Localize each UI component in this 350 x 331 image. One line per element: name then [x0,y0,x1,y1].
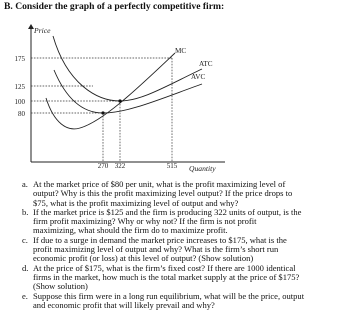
atc-label: ATC [199,60,213,68]
quantity-reference-lines [103,58,172,162]
mc-atc-minimum-point [118,99,121,102]
price-tick-175: 175 [14,55,25,63]
question-line: firms in the market, how much is the total market supply at the price of $175? [33,271,300,282]
question-line: $75, what is the profit maximizing level of output and why? [33,197,239,208]
mc-label: MC [175,47,187,55]
question-a-letter: a. [22,179,28,189]
question-line: If the market price is $125 and the firm is producing 322 units of output, is the [33,206,302,217]
mc-avc-minimum-point [101,111,104,114]
question-line: output? Why is this the profit maximizing level output? If the price drops to [33,188,293,199]
avc-curve [54,70,202,113]
atc-curve [53,36,202,101]
avc-label: AVC [191,73,206,81]
price-tick-80: 80 [18,110,25,118]
quantity-tick-270: 270 [97,162,109,170]
question-line: maximizing, what should the firm do to maximize profit. [33,225,228,236]
quantity-tick-515: 515 [166,162,178,170]
question-line: profit maximizing level of output and why? What is the firm’s short run [33,244,279,255]
question-e-letter: e. [22,290,28,301]
question-line: At the price of $175, what is the firm’s fixed cost? If there are 1000 identical [33,262,296,273]
question-d [22,264,344,292]
question-list [22,180,344,310]
price-reference-lines [31,58,172,113]
question-line: economic profit (or loss) at this level of output? (Show solution) [33,253,254,264]
question-b [22,208,344,236]
quantity-axis-label: Quantity [189,164,216,173]
price-tick-125: 125 [14,83,25,91]
question-line: (Show solution) [33,281,88,292]
question-a [22,180,344,208]
quantity-tick-322: 322 [114,162,126,170]
question-line: Suppose this firm were in a long run equilibrium, what will be the price, output [33,290,305,301]
question-line: If due to a surge in demand the market price increases to $175, what is the [33,234,287,245]
question-b-letter: b. [22,206,29,217]
question-c-letter: c. [22,234,28,245]
section-heading: B. Consider the graph of a perfectly competitive firm: [4,1,225,12]
price-tick-100: 100 [14,98,25,106]
question-line: and economic profit that will likely prevail and why? [33,299,215,310]
question-e [22,292,344,311]
question-d-letter: d. [22,262,29,273]
question-line: At the market price of $80 per unit, what is the profit maximizing level of [33,179,286,189]
question-line: firm profit maximizing? Why or why not? If the firm is not profit [33,216,257,227]
price-axis-label: Price [34,26,51,35]
question-c [22,236,344,264]
